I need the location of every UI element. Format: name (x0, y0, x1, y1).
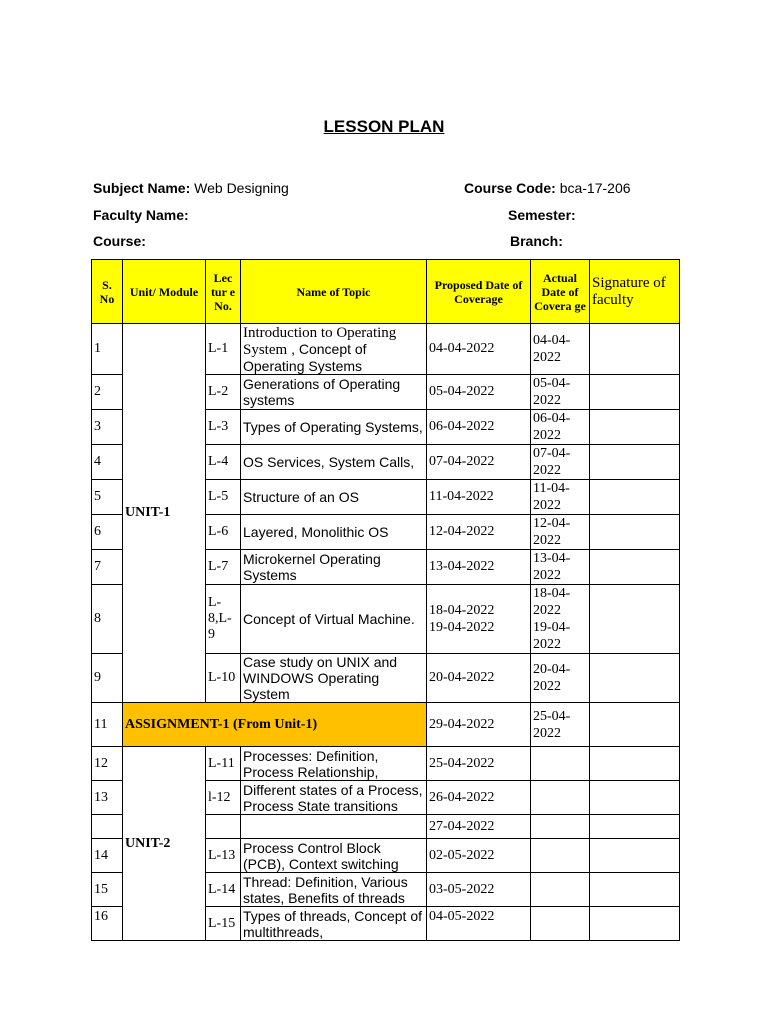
row-signature (590, 654, 680, 703)
row-topic: OS Services, System Calls, (241, 445, 427, 480)
row-actual-date (531, 907, 590, 941)
row-lecture: L-13 (206, 839, 241, 873)
row-proposed-date: 20-04-2022 (427, 654, 531, 703)
row-actual-date: 05-04-2022 (531, 375, 590, 410)
row-lecture: L-1 (206, 324, 241, 375)
row-proposed-date: 25-04-2022 (427, 747, 531, 781)
row-signature (590, 445, 680, 480)
row-sno: 16 (92, 907, 123, 941)
row-sno: 6 (92, 515, 123, 550)
row-actual-date (531, 815, 590, 839)
row-topic: Case study on UNIX and WINDOWS Operating System (241, 654, 427, 703)
row-topic-lead: Introduction to Operating System (243, 325, 397, 358)
row-actual-date: 04-04-2022 (531, 324, 590, 375)
row-topic: Generations of Operating systems (241, 375, 427, 410)
row-topic: Concept of Virtual Machine. (241, 585, 427, 654)
row-sno (92, 815, 123, 839)
row-signature (590, 781, 680, 815)
faculty-name (93, 207, 189, 223)
unit-2-cell: UNIT-2 (123, 747, 206, 941)
row-lecture: L-10 (206, 654, 241, 703)
semester-label: Semester: (508, 207, 576, 223)
row-proposed-date: 04-04-2022 (427, 324, 531, 375)
assignment-row (92, 703, 680, 747)
row-topic: Types of Operating Systems, (241, 410, 427, 445)
row-sno: 3 (92, 410, 123, 445)
row-sno: 2 (92, 375, 123, 410)
row-actual-date (531, 585, 590, 654)
row-signature (590, 550, 680, 585)
row-actual-date: 07-04-2022 (531, 445, 590, 480)
header-signature: Signature of faculty (590, 260, 680, 324)
header-sno: S. No (92, 260, 123, 324)
course-code (464, 180, 631, 196)
row-signature (590, 815, 680, 839)
header-actual-date: Actual Date of Covera ge (531, 260, 590, 324)
row-signature (590, 480, 680, 515)
branch-label: Branch: (510, 233, 563, 249)
row-sno: 8 (92, 585, 123, 654)
row-signature (590, 907, 680, 941)
subject-label: Subject Name: (93, 180, 191, 196)
row-actual-date (531, 873, 590, 907)
subject-value: Web Designing (194, 180, 289, 196)
row-actual-date: 06-04-2022 (531, 410, 590, 445)
course-code-value: bca-17-206 (559, 180, 631, 196)
row-lecture: L-11 (206, 747, 241, 781)
row-topic: Types of threads, Concept of multithreads, (241, 907, 427, 941)
table-row (92, 324, 680, 375)
header-topic: Name of Topic (241, 260, 427, 324)
row-topic: Microkernel Operating Systems (241, 550, 427, 585)
row-proposed-date: 13-04-2022 (427, 550, 531, 585)
row-actual-date: 12-04-2022 (531, 515, 590, 550)
row-signature (590, 324, 680, 375)
assignment-label: ASSIGNMENT-1 (From Unit-1) (123, 703, 427, 747)
row-lecture: L-8,L-9 (206, 585, 241, 654)
row-proposed-date: 12-04-2022 (427, 515, 531, 550)
row-lecture: L-14 (206, 873, 241, 907)
header-unit: Unit/ Module (123, 260, 206, 324)
row-signature (590, 703, 680, 747)
row-topic: Structure of an OS (241, 480, 427, 515)
row-proposed-date-1: 18-04-2022 (429, 603, 495, 618)
row-sno: 15 (92, 873, 123, 907)
row-proposed-date: 27-04-2022 (427, 815, 531, 839)
row-actual-date (531, 747, 590, 781)
row-sno: 14 (92, 839, 123, 873)
row-proposed-date (427, 585, 531, 654)
row-sno: 12 (92, 747, 123, 781)
unit-1-cell: UNIT-1 (123, 324, 206, 703)
row-sno: 11 (92, 703, 123, 747)
row-proposed-date: 05-04-2022 (427, 375, 531, 410)
row-signature (590, 515, 680, 550)
row-topic-rest: , Concept of Operating Systems (243, 341, 367, 374)
row-lecture: L-7 (206, 550, 241, 585)
row-topic: Processes: Definition, Process Relationship, (241, 747, 427, 781)
row-proposed-date: 29-04-2022 (427, 703, 531, 747)
row-proposed-date-2: 19-04-2022 (429, 620, 495, 635)
row-lecture: L-2 (206, 375, 241, 410)
row-lecture: L-5 (206, 480, 241, 515)
lesson-plan-table (91, 259, 680, 941)
row-actual-date-1: 18-04-2022 (533, 586, 571, 618)
course (93, 233, 146, 249)
semester (508, 207, 576, 223)
row-lecture: L-3 (206, 410, 241, 445)
row-topic: Process Control Block (PCB), Context switching (241, 839, 427, 873)
row-proposed-date: 03-05-2022 (427, 873, 531, 907)
row-topic: Thread: Definition, Various states, Benefits of threads (241, 873, 427, 907)
page-title: LESSON PLAN (323, 117, 445, 136)
row-lecture: L-6 (206, 515, 241, 550)
row-signature (590, 747, 680, 781)
row-signature (590, 873, 680, 907)
row-signature (590, 410, 680, 445)
header-proposed-date: Proposed Date of Coverage (427, 260, 531, 324)
row-proposed-date: 11-04-2022 (427, 480, 531, 515)
row-sno: 4 (92, 445, 123, 480)
row-lecture: L-4 (206, 445, 241, 480)
row-actual-date: 13-04-2022 (531, 550, 590, 585)
subject-name (93, 180, 289, 196)
row-sno: 9 (92, 654, 123, 703)
header-row (92, 260, 680, 324)
course-code-label: Course Code: (464, 180, 556, 196)
row-actual-date-2: 19-04-2022 (533, 620, 571, 652)
branch (510, 233, 563, 249)
row-actual-date: 25-04-2022 (531, 703, 590, 747)
course-label: Course: (93, 233, 146, 249)
row-topic: Layered, Monolithic OS (241, 515, 427, 550)
row-signature (590, 375, 680, 410)
row-proposed-date: 02-05-2022 (427, 839, 531, 873)
row-proposed-date: 04-05-2022 (427, 907, 531, 941)
row-actual-date (531, 839, 590, 873)
row-topic (241, 324, 427, 375)
row-sno: 7 (92, 550, 123, 585)
row-sno: 1 (92, 324, 123, 375)
row-lecture: l-12 (206, 781, 241, 815)
row-sno: 13 (92, 781, 123, 815)
table-row (92, 747, 680, 781)
row-topic (241, 815, 427, 839)
row-proposed-date: 07-04-2022 (427, 445, 531, 480)
row-actual-date (531, 781, 590, 815)
row-topic: Different states of a Process, Process State transitions (241, 781, 427, 815)
row-signature (590, 585, 680, 654)
row-lecture (206, 815, 241, 839)
row-proposed-date: 06-04-2022 (427, 410, 531, 445)
row-lecture: L-15 (206, 907, 241, 941)
row-sno: 5 (92, 480, 123, 515)
row-actual-date: 11-04-2022 (531, 480, 590, 515)
row-proposed-date: 26-04-2022 (427, 781, 531, 815)
faculty-label: Faculty Name: (93, 207, 189, 223)
header-lecture: Lec tur e No. (206, 260, 241, 324)
row-signature (590, 839, 680, 873)
row-actual-date: 20-04-2022 (531, 654, 590, 703)
